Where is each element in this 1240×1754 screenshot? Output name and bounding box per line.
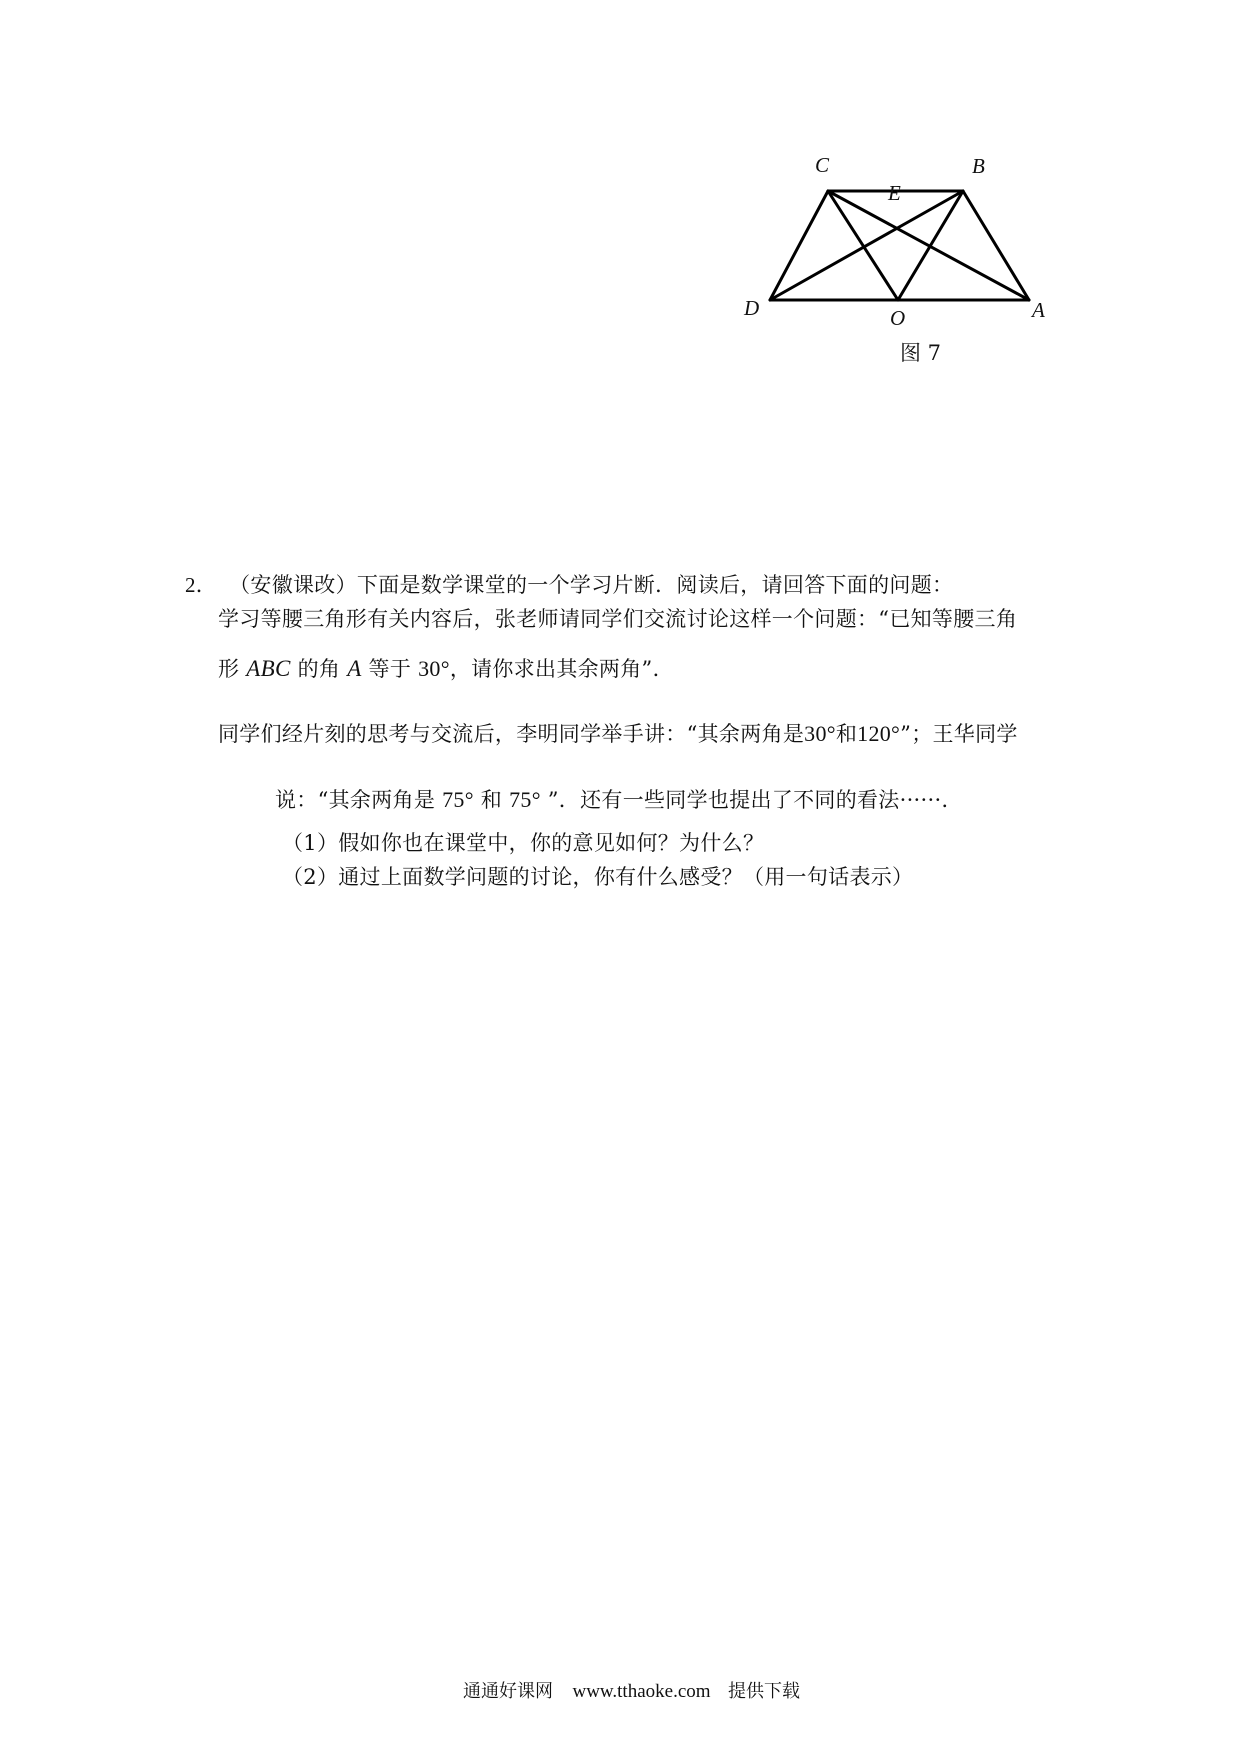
sub-question-2: （2）通过上面数学问题的讨论，你有什么感受？（用一句话表示） bbox=[282, 865, 914, 889]
angle-value: 30° bbox=[418, 656, 450, 681]
point-label-d: D bbox=[744, 296, 760, 320]
footer-site-name: 通通好课网 bbox=[463, 1681, 553, 1702]
problem-line-2: 学习等腰三角形有关内容后，张老师请同学们交流讨论这样一个问题：“已知等腰三角 bbox=[218, 607, 1018, 631]
page-footer bbox=[463, 1682, 800, 1701]
point-label-a: A bbox=[1032, 298, 1045, 322]
angle-vertex: A bbox=[347, 656, 362, 681]
footer-url: www.tthaoke.com bbox=[572, 1681, 711, 1702]
problem-line-4: 同学们经片刻的思考与交流后，李明同学举手讲：“其余两角是30°和120°”；王华同学 bbox=[218, 721, 1018, 746]
problem-line-1 bbox=[185, 574, 953, 597]
point-label-e: E bbox=[888, 181, 901, 205]
problem-line-5: 说：“其余两角是 75° 和 75° ”．还有一些同学也提出了不同的看法······． bbox=[275, 787, 963, 812]
problem-line-3: 形 ABC 的角 A 等于 30°，请你求出其余两角”． bbox=[218, 656, 674, 681]
footer-suffix: 提供下载 bbox=[728, 1681, 801, 1702]
figure-caption: 图 7 bbox=[900, 341, 942, 365]
point-label-b: B bbox=[972, 154, 985, 178]
point-label-c: C bbox=[815, 153, 830, 177]
sub-question-1: （1）假如你也在课堂中，你的意见如何？为什么？ bbox=[282, 831, 765, 855]
problem-number: 2． bbox=[185, 573, 218, 597]
li-ming-angle-1: 30° bbox=[804, 721, 836, 746]
wang-hua-angle-1: 75° bbox=[442, 787, 474, 812]
triangle-name: ABC bbox=[246, 656, 291, 681]
wang-hua-angle-2: 75° bbox=[509, 787, 541, 812]
li-ming-angle-2: 120° bbox=[857, 721, 901, 746]
problem-intro: （安徽课改）下面是数学课堂的一个学习片断．阅读后，请回答下面的问题： bbox=[229, 573, 954, 597]
point-label-o: O bbox=[890, 306, 906, 330]
